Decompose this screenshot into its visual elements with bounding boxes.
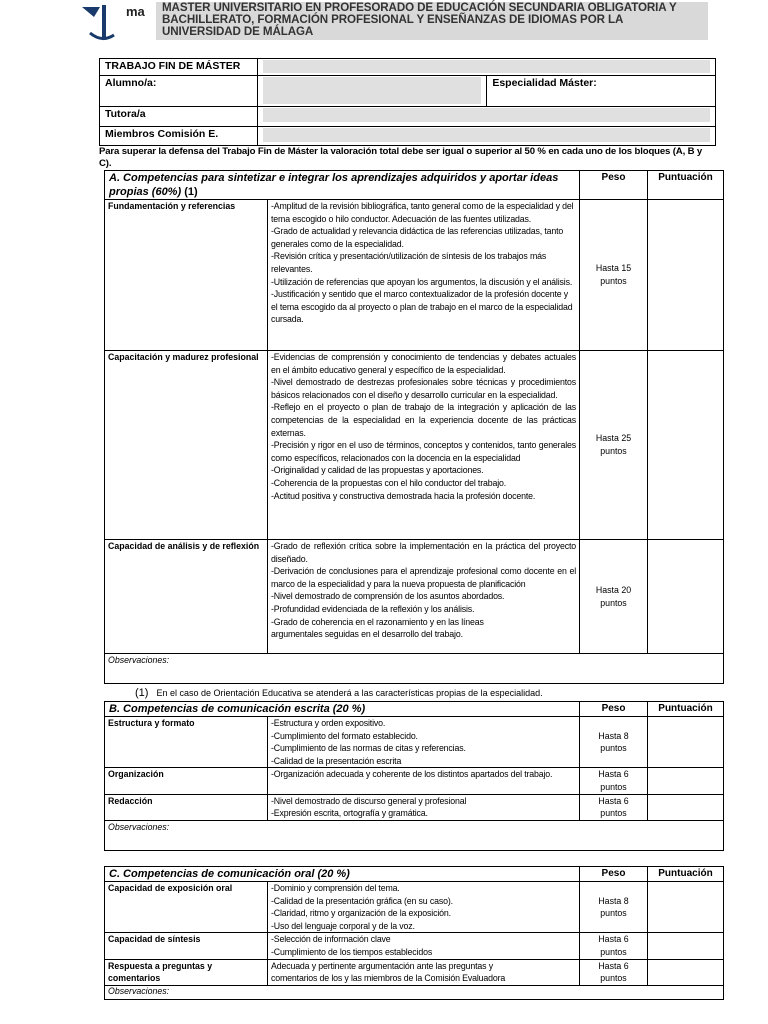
criterion-description: -Organización adecuada y coherente de los distintos apartados del trabajo. — [268, 768, 580, 794]
observations-field[interactable]: Observaciones: — [105, 820, 724, 850]
tfm-title-cell: TRABAJO FIN DE MÁSTER — [100, 59, 258, 76]
section-c-table — [104, 866, 724, 1000]
peso-value: Hasta 15 — [595, 263, 632, 274]
header-title — [162, 2, 707, 39]
section-b-table — [104, 701, 724, 851]
criterion-description: -Nivel demostrado de discurso general y profesional -Expresión escrita, ortografía y gramática. — [268, 794, 580, 820]
observations-field[interactable]: Observaciones: — [105, 985, 724, 999]
tutor-label: Tutora/a — [100, 107, 258, 127]
comision-field[interactable] — [257, 127, 715, 146]
criterion-cell: Capacidad de exposición oral — [105, 882, 268, 933]
peso-unit: puntos — [600, 743, 627, 754]
criterion-cell: Capacidad de análisis y de reflexión — [105, 540, 268, 654]
peso-header: Peso — [580, 171, 648, 200]
peso-header: Peso — [580, 867, 648, 882]
peso-unit: puntos — [600, 908, 627, 919]
header-banner — [156, 2, 708, 40]
tfm-title-field[interactable] — [257, 59, 715, 76]
criterion-description: -Grado de reflexión crítica sobre la implementación en la práctica del proyecto diseñado. -Derivación de conclusiones para el aprendizaje profesional como docente en el marco de la especialidad y para la nueva propuesta de planificación -Nivel demostrado de comprensión de los asuntos abordados. -Profundidad evidenciada de la reflexión y los análisis. -Grado de coherencia en el razonamiento y en las líneas argumentales seguidas en el desarrollo del trabajo. — [268, 540, 580, 654]
footnote-text: En el caso de Orientación Educativa se atenderá a las características propias de la especialidad. — [156, 688, 543, 698]
peso-cell — [580, 882, 648, 933]
criterion-cell: Redacción — [105, 794, 268, 820]
criterion-description: -Estructura y orden expositivo. -Cumplimiento del formato establecido. -Cumplimiento de las normas de citas y referencias. -Calidad de la presentación escrita — [268, 717, 580, 768]
section-a-title-text: A. Competencias para sintetizar e integrar los aprendizajes adquiridos y aportar ideas propias (60%) — [109, 172, 559, 198]
peso-cell — [580, 933, 648, 959]
peso-value: Hasta 6 — [598, 960, 629, 971]
score-field[interactable] — [648, 882, 724, 933]
peso-unit: puntos — [600, 446, 627, 456]
section-a-footnote-ref: (1) — [181, 186, 198, 198]
header-title-line: BACHILLERATO, FORMACIÓN PROFESIONAL Y ENSEÑANZAS DE IDIOMAS POR LA — [162, 13, 624, 27]
peso-value: Hasta 8 — [598, 730, 629, 741]
footnote — [135, 687, 543, 699]
peso-value: Hasta 6 — [598, 769, 629, 780]
criterion-cell: Respuesta a preguntas y comentarios — [105, 959, 268, 985]
observations-field[interactable]: Observaciones: — [105, 654, 724, 684]
peso-value: Hasta 25 — [595, 433, 632, 444]
logo-text: ma — [126, 4, 145, 19]
peso-unit: puntos — [600, 973, 627, 984]
peso-value: Hasta 6 — [598, 934, 629, 945]
peso-cell — [580, 794, 648, 820]
peso-cell — [580, 200, 648, 351]
peso-unit: puntos — [600, 808, 627, 819]
peso-unit: puntos — [600, 781, 627, 792]
comision-label: Miembros Comisión E. — [100, 127, 258, 146]
puntuacion-header: Puntuación — [648, 171, 724, 200]
criterion-cell: Capacidad de síntesis — [105, 933, 268, 959]
section-a-table — [104, 170, 724, 684]
peso-cell — [580, 959, 648, 985]
peso-header: Peso — [580, 702, 648, 717]
alumno-field[interactable] — [257, 76, 487, 107]
criterion-description: -Amplitud de la revisión bibliográfica, tanto general como de la especialidad y del tema escogido o hilo conductor. Adecuación de las fuentes utilizadas. -Grado de actualidad y relevancia didáctica de las referencias utilizadas, tanto generales como de la especialidad. -Revisión crítica y presentación/utilización de síntesis de los trabajos más relevantes. -Utilización de referencias que apoyan los argumentos, la discusión y el análisis. -Justificación y sentido que el marco contextualizador de la profesión docente y el tema escogido da al proyecto o plan de trabajo en el marco de la especialidad cursada. — [268, 200, 580, 351]
peso-value: Hasta 20 — [595, 584, 632, 595]
criterion-cell: Fundamentación y referencias — [105, 200, 268, 351]
criterion-cell: Capacitación y madurez profesional — [105, 351, 268, 540]
peso-cell — [580, 768, 648, 794]
header-title-line: UNIVERSIDAD DE MÁLAGA — [162, 25, 314, 39]
peso-unit: puntos — [600, 276, 627, 286]
footnote-number: (1) — [135, 687, 149, 699]
criterion-cell: Organización — [105, 768, 268, 794]
peso-cell — [580, 717, 648, 768]
score-field[interactable] — [648, 933, 724, 959]
peso-unit: puntos — [600, 597, 627, 608]
peso-cell — [580, 351, 648, 540]
score-field[interactable] — [648, 717, 724, 768]
score-field[interactable] — [648, 794, 724, 820]
passing-note: Para superar la defensa del Trabajo Fin de Máster la valoración total debe ser igual o superior al 50 % en cada uno de los bloques (A, B y C). — [99, 146, 703, 169]
tutor-field[interactable] — [257, 107, 715, 127]
criterion-description: -Selección de información clave -Cumplimiento de los tiempos establecidos — [268, 933, 580, 959]
peso-value: Hasta 6 — [598, 795, 629, 806]
criterion-description: -Evidencias de comprensión y conocimiento de tendencias y debates actuales en el ámbito educativo general y específico de la especialidad. -Nivel demostrado de destrezas profesionales sobre técnicas y procedimientos básicos relacionados con el diseño y desarrollo curricular en la especialidad. -Reflejo en el proyecto o plan de trabajo de la integración y aplicación de las competencias de la especialidad en la experiencia docente de las prácticas externas. -Precisión y rigor en el uso de términos, conceptos y contenidos, tanto generales como específicos, relacionados con la docencia en la especialidad -Originalidad y calidad de las propuestas y aportaciones. -Coherencia de la propuestas con el hilo conductor del trabajo. -Actitud positiva y constructiva demostrada hacia la profesión docente. — [268, 351, 580, 540]
score-field[interactable] — [648, 351, 724, 540]
score-field[interactable] — [648, 959, 724, 985]
peso-value: Hasta 8 — [598, 895, 629, 906]
score-field[interactable] — [648, 768, 724, 794]
peso-unit: puntos — [600, 946, 627, 957]
section-b-title: B. Competencias de comunicación escrita (20 %) — [105, 702, 580, 717]
section-a-title — [105, 171, 580, 200]
score-field[interactable] — [648, 540, 724, 654]
puntuacion-header: Puntuación — [648, 867, 724, 882]
header-title-line: MASTER UNIVERSITARIO EN PROFESORADO DE EDUCACIÓN SECUNDARIA OBLIGATORIA Y — [162, 1, 677, 14]
peso-cell — [580, 540, 648, 654]
criterion-description: Adecuada y pertinente argumentación ante las preguntas y comentarios de los y las miembros de la Comisión Evaluadora — [268, 959, 580, 985]
alumno-label: Alumno/a: — [100, 76, 258, 107]
score-field[interactable] — [648, 200, 724, 351]
criterion-cell: Estructura y formato — [105, 717, 268, 768]
section-c-title: C. Competencias de comunicación oral (20 %) — [105, 867, 580, 882]
especialidad-label: Especialidad Máster: — [487, 76, 716, 107]
student-info-table — [99, 58, 716, 146]
criterion-description: -Dominio y comprensión del tema. -Calidad de la presentación gráfica (en su caso). -Claridad, ritmo y organización de la exposición. -Uso del lenguaje corporal y de la voz. — [268, 882, 580, 933]
puntuacion-header: Puntuación — [648, 702, 724, 717]
